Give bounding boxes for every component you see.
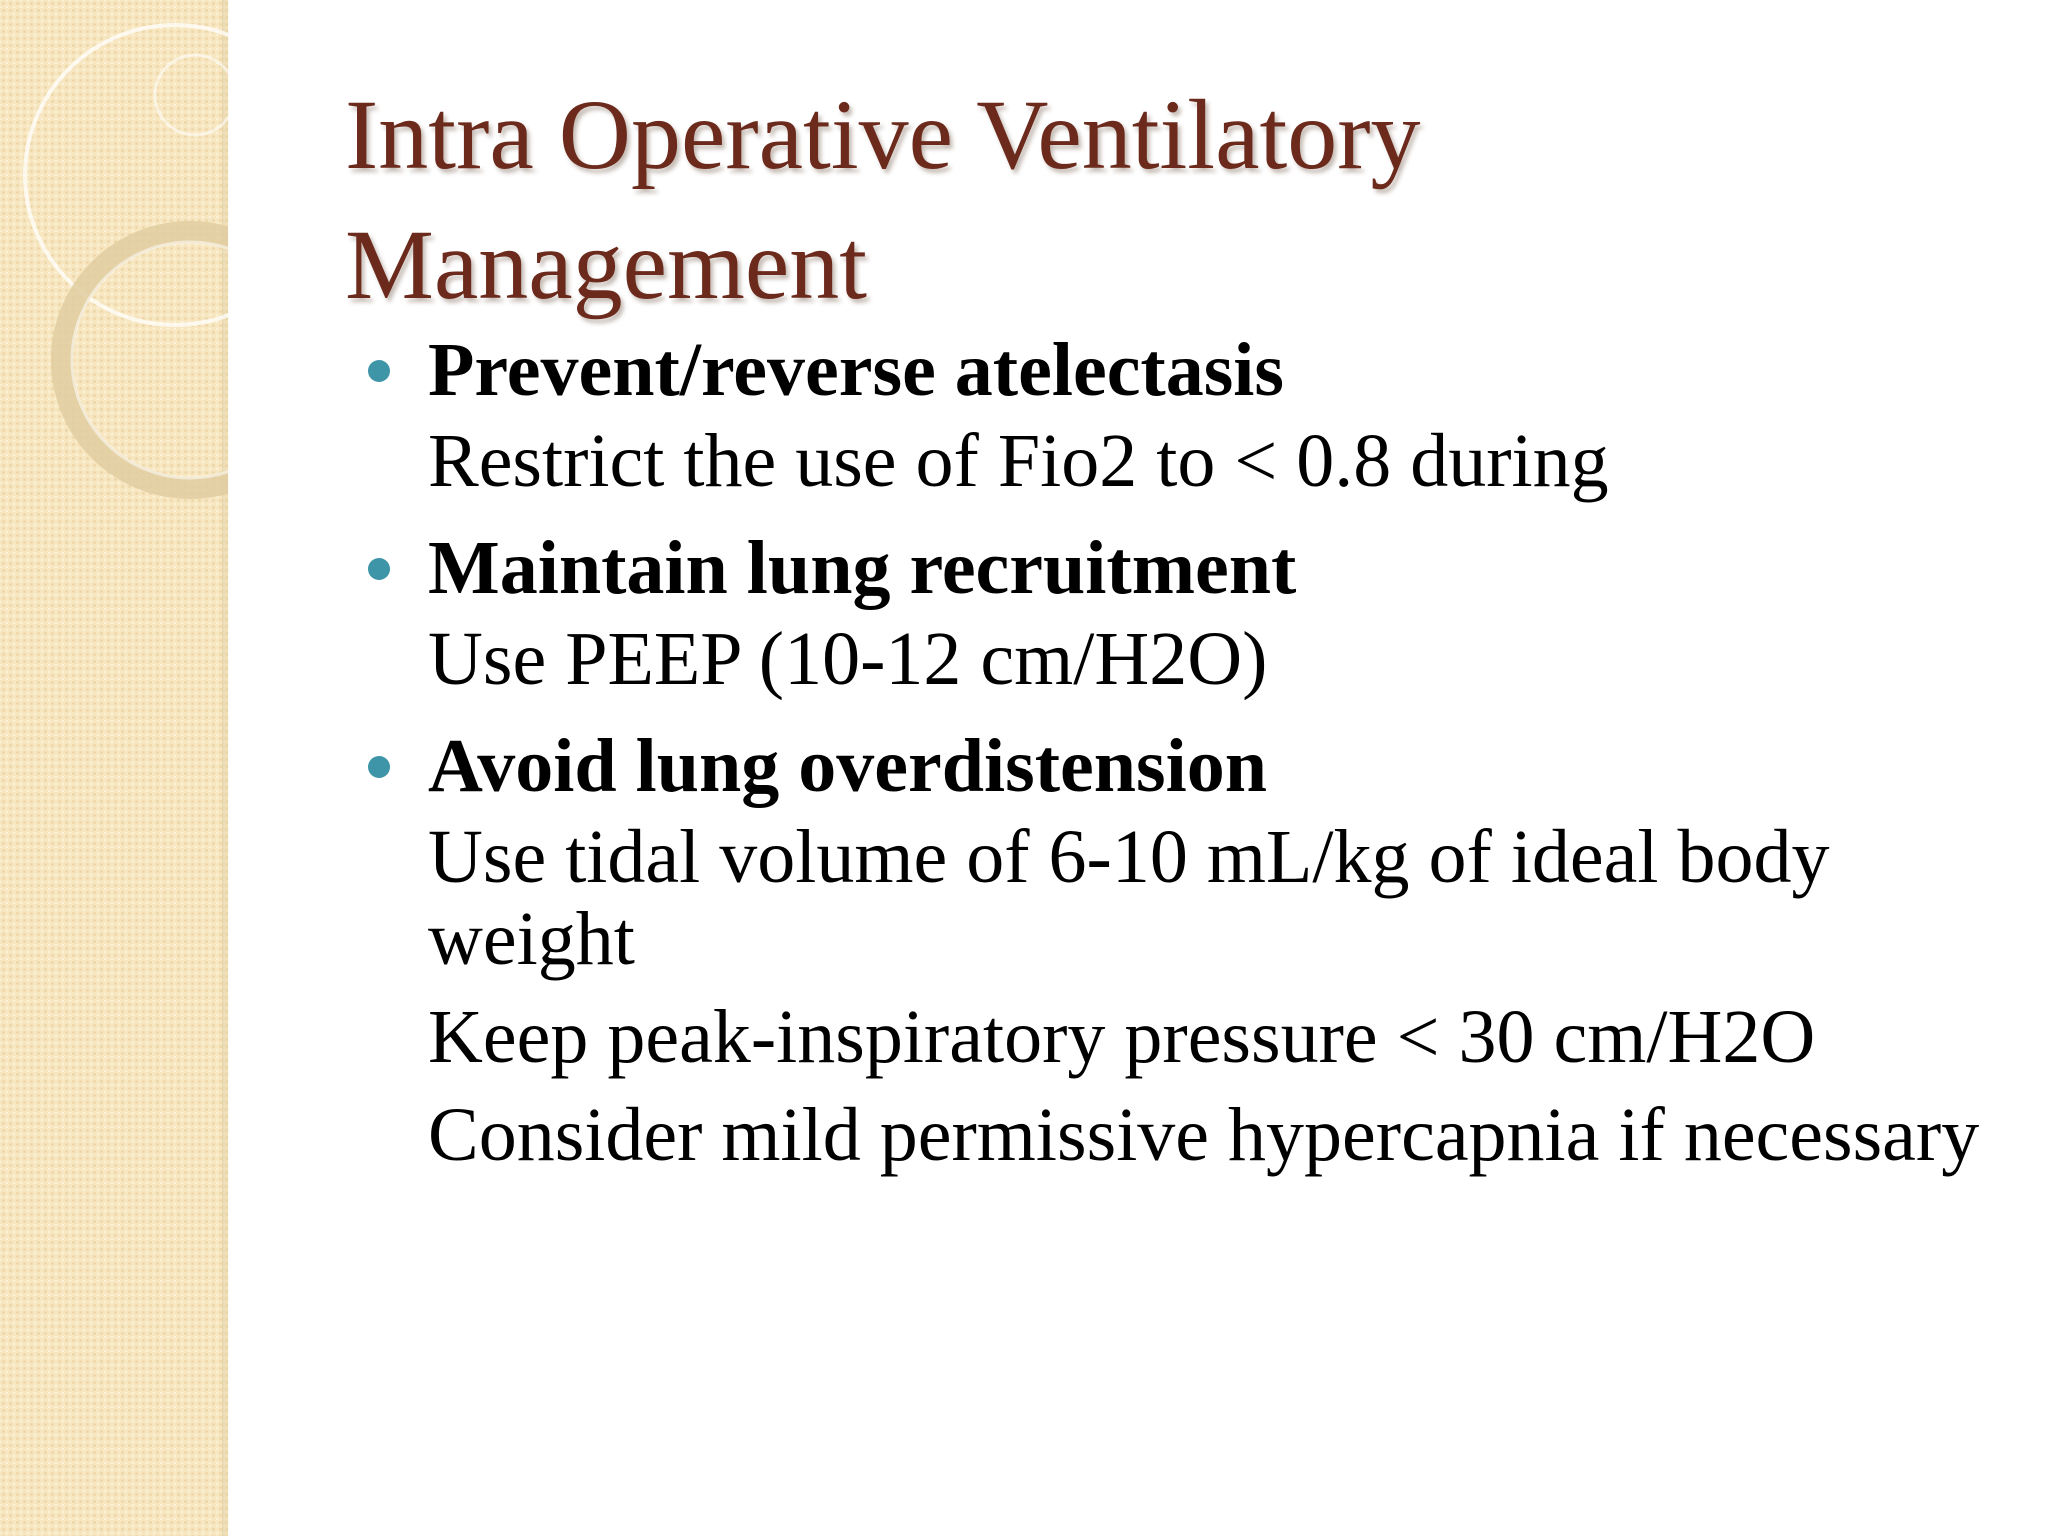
bullet-heading: Maintain lung recruitment	[428, 526, 1297, 610]
slide-content	[360, 320, 2000, 1192]
slide-title	[345, 70, 1945, 330]
bullet-item-atelectasis	[360, 320, 2000, 420]
slide-title-line-1: Intra Operative Ventilatory	[345, 79, 1421, 190]
bullet-dot-icon	[368, 558, 390, 580]
bullet-dot-icon	[368, 756, 390, 778]
bullet-detail: Consider mild permissive hypercapnia if necessary	[428, 1093, 1980, 1177]
bullet-dot-icon	[368, 360, 390, 382]
bullet-heading: Avoid lung overdistension	[428, 724, 1267, 808]
bullet-detail: Restrict the use of Fio2 to < 0.8 during	[428, 419, 1609, 503]
bullet-item-overdistension	[360, 716, 2000, 816]
bullet-detail: Use tidal volume of 6-10 mL/kg of ideal body weight	[428, 815, 1830, 981]
bullet-detail: Use PEEP (10-12 cm/H2O)	[428, 617, 1268, 701]
bullet-heading: Prevent/reverse atelectasis	[428, 328, 1285, 412]
decorative-rings-icon	[0, 0, 228, 560]
slide-title-line-2: Management	[345, 209, 868, 320]
bullet-item-recruitment	[360, 518, 2000, 618]
bullet-detail: Keep peak-inspiratory pressure < 30 cm/H2O	[428, 995, 1816, 1079]
